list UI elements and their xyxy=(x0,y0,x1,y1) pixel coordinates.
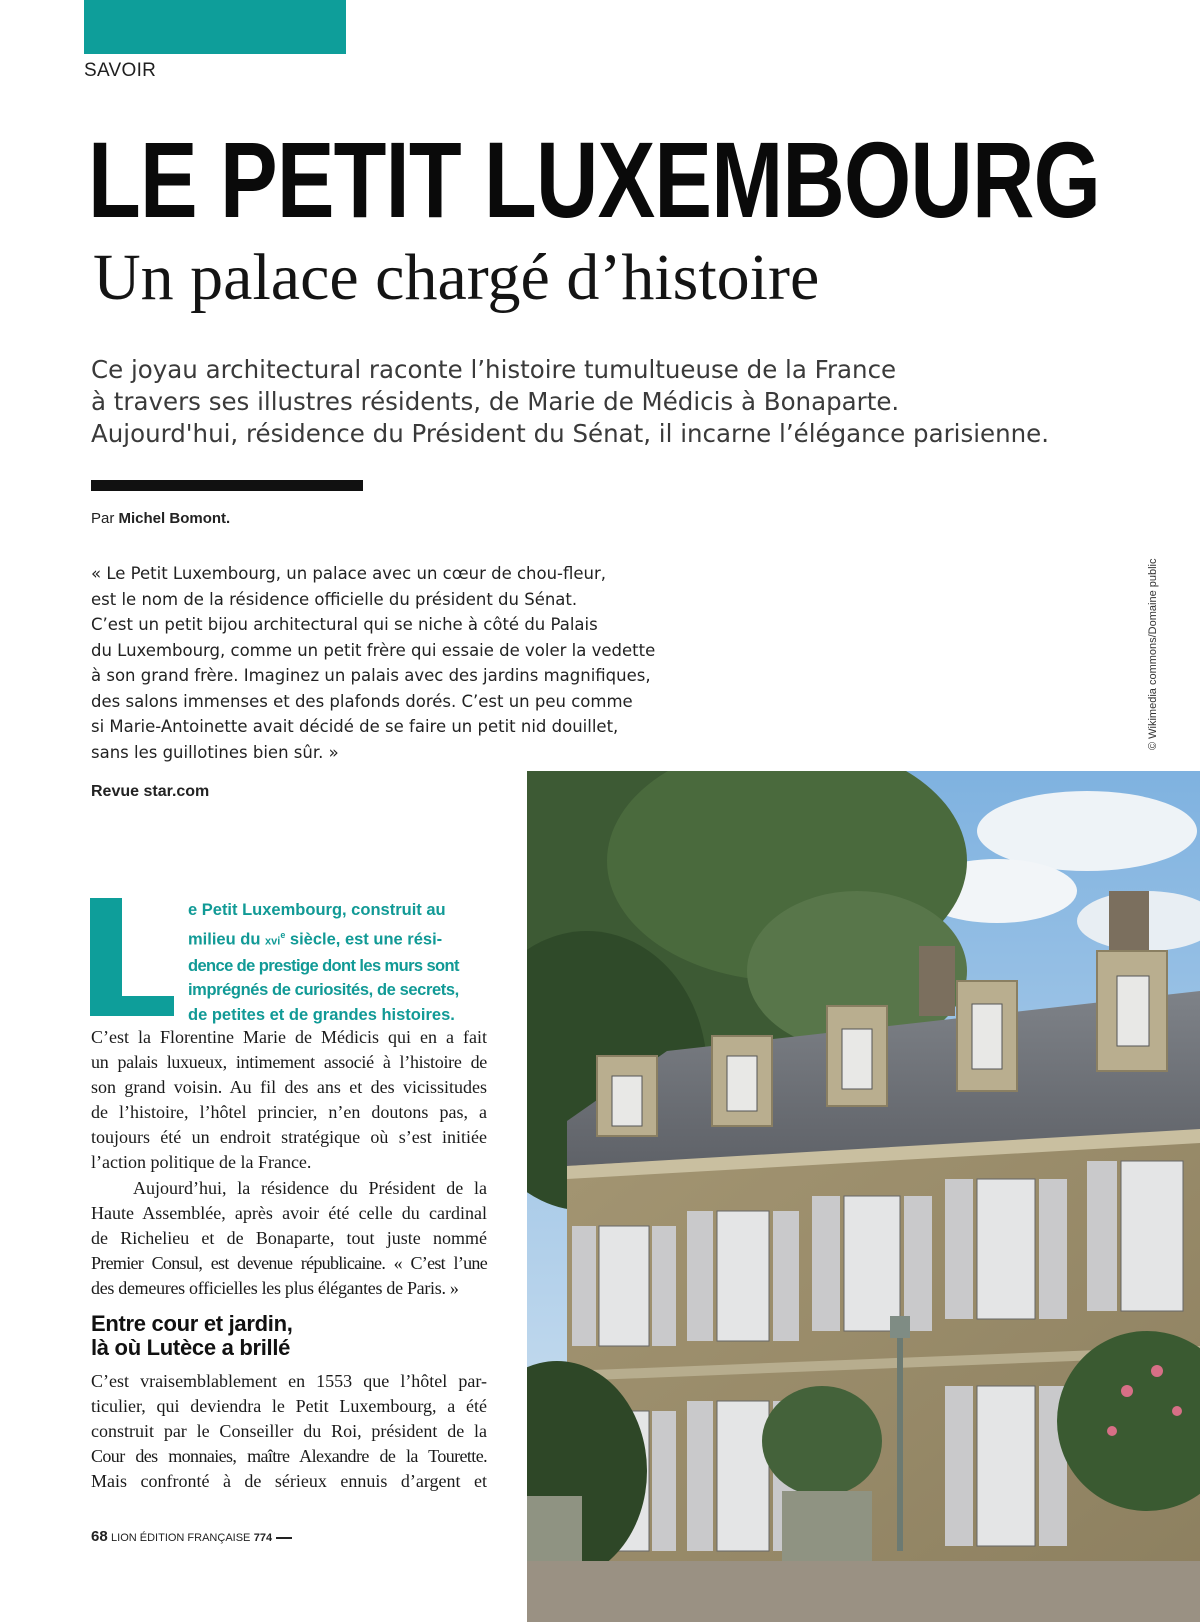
quote-line: à son grand frère. Imaginez un palais avec des jardins magnifiques, xyxy=(91,666,651,685)
body-line: C’est vraisemblablement en 1553 que l’hôtel par- xyxy=(91,1371,487,1391)
byline-author: Michel Bomont. xyxy=(118,510,231,527)
epigraph-quote xyxy=(91,561,691,765)
body-paragraph-3 xyxy=(91,1369,487,1494)
lead-paragraph xyxy=(188,898,488,1027)
intro-line: Aujourd'hui, résidence du Président du Sénat, il incarne l’élégance parisienne. xyxy=(91,419,1050,448)
section-label: SAVOIR xyxy=(84,60,157,81)
century-smallcaps: xvi xyxy=(265,935,281,947)
body-line: construit par le Conseiller du Roi, président de la xyxy=(91,1421,487,1441)
photo-credit: © Wikimedia commons/Domaine public xyxy=(1147,558,1159,750)
drop-cap xyxy=(86,898,176,1018)
body-line: Cour des monnaies, maître Alexandre de la Tourette. xyxy=(91,1446,487,1466)
quote-line: « Le Petit Luxembourg, un palace avec un cœur de chou-fleur, xyxy=(91,564,607,583)
body-line: de Richelieu et de Bonaparte, tout juste nommé xyxy=(91,1228,487,1248)
lead-line: e Petit Luxembourg, construit au xyxy=(188,901,446,919)
century-superscript: e xyxy=(280,929,286,940)
footer-dash xyxy=(276,1537,292,1539)
page-number: 68 xyxy=(91,1528,108,1545)
body-line: Mais confronté à de sérieux ennuis d’argent et xyxy=(91,1471,487,1491)
body-paragraph-2 xyxy=(91,1176,487,1301)
body-line: l’action politique de la France. xyxy=(91,1152,312,1172)
quote-line: est le nom de la résidence officielle du président du Sénat. xyxy=(91,589,578,609)
lead-line: de petites et de grandes histoires. xyxy=(188,1005,455,1024)
body-line: Premier Consul, est devenue républicaine. « C’est l’une xyxy=(91,1253,487,1273)
article-intro xyxy=(91,354,1091,450)
body-paragraph-1 xyxy=(91,1025,487,1175)
body-line: de l’histoire, l’hôtel princier, n’en doutons pas, a xyxy=(91,1102,487,1122)
intro-line: Ce joyau architectural raconte l’histoire tumultueuse de la France xyxy=(91,355,897,384)
body-line: son grand voisin. Au fil des ans et des vicissitudes xyxy=(91,1077,487,1097)
quote-line: du Luxembourg, comme un petit frère qui essaie de voler la vedette xyxy=(91,640,656,660)
body-line: ticulier, qui deviendra le Petit Luxembourg, a été xyxy=(91,1396,487,1416)
quote-line: si Marie-Antoinette avait décidé de se faire un petit nid douillet, xyxy=(91,717,619,736)
body-line: un palais luxueux, intimement associé à l’histoire de xyxy=(91,1052,487,1072)
lead-line: milieu du xvi$^e$ siècle, est une rési- xyxy=(188,929,443,948)
publication-name: LION ÉDITION FRANÇAISE xyxy=(111,1532,251,1544)
quote-source: Revue star.com xyxy=(91,783,210,800)
section-color-bar xyxy=(84,0,346,54)
intro-line: à travers ses illustres résidents, de Marie de Médicis à Bonaparte. xyxy=(91,387,900,416)
quote-line: des salons immenses et des plafonds dorés. C’est un peu comme xyxy=(91,691,633,711)
body-line: C’est la Florentine Marie de Médicis qui en a fait xyxy=(91,1027,487,1047)
issue-number: 774 xyxy=(253,1532,273,1544)
page-footer xyxy=(91,1528,292,1545)
article-title: LE PETIT LUXEMBOURG xyxy=(88,119,1101,240)
section-subheading xyxy=(91,1312,293,1360)
body-line: Haute Assemblée, après avoir été celle du cardinal xyxy=(91,1203,487,1223)
quote-line: sans les guillotines bien sûr. » xyxy=(91,742,339,762)
subheading-line: Entre cour et jardin, xyxy=(91,1311,293,1336)
lead-line: imprégnés de curiosités, de secrets, xyxy=(188,981,459,999)
byline-prefix: Par xyxy=(91,510,115,527)
body-line: Aujourd’hui, la résidence du Président de la xyxy=(91,1178,487,1198)
subheading-line: là où Lutèce a brillé xyxy=(91,1335,291,1360)
building-photo xyxy=(527,771,1200,1622)
quote-line: C’est un petit bijou architectural qui se niche à côté du Palais xyxy=(91,615,598,634)
byline xyxy=(91,510,230,527)
lead-line: dence de prestige dont les murs sont xyxy=(188,956,459,975)
article-subtitle: Un palace chargé d’histoire xyxy=(93,241,820,314)
divider-rule xyxy=(91,480,363,491)
body-line: des demeures officielles les plus élégantes de Paris. » xyxy=(91,1278,459,1298)
body-line: toujours été un endroit stratégique où s’est initiée xyxy=(91,1127,487,1147)
